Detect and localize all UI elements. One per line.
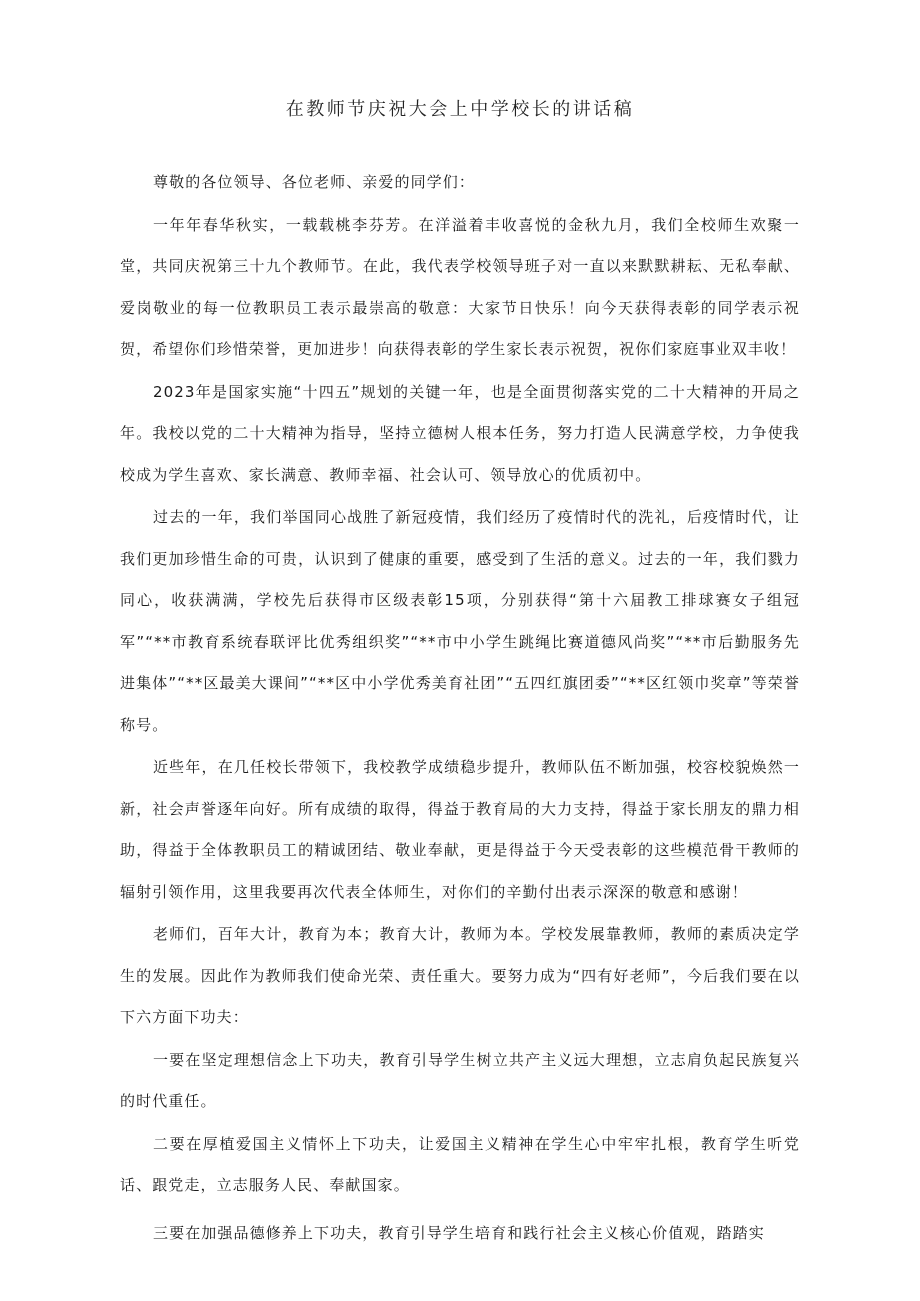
document-body (120, 162, 800, 1255)
paragraph-point-two: 二要在厚植爱国主义情怀上下功夫，让爱国主义精神在学生心中牢牢扎根，教育学生听党话、跟党走，立志服务人民、奉献国家。 (120, 1134, 800, 1194)
paragraph-2023: 2023年是国家实施“十四五”规划的关键一年，也是全面贯彻落实党的二十大精神的开局之年。我校以党的二十大精神为指导，坚持立德树人根本任务，努力打造人民满意学校，力争使我校成为学生喜欢、家长满意、教师幸福、社会认可、领导放心的优质初中。 (120, 382, 800, 484)
paragraph-salutation: 尊敬的各位领导、各位老师、亲爱的同学们： (153, 173, 476, 191)
paragraph-achievements: 近些年，在几任校长带领下，我校教学成绩稳步提升，教师队伍不断加强，校容校貌焕然一新，社会声誉逐年向好。所有成绩的取得，得益于教育局的大力支持，得益于家长朋友的鼎力相助，得益于全体教职员工的精诚团结、敬业奉献，更是得益于今天受表彰的这些模范骨干教师的辐射引领作用，这里我要再次代表全体师生，对你们的辛勤付出表示深深的敬意和感谢！ (120, 758, 800, 901)
paragraph-teachers: 老师们，百年大计，教育为本；教育大计，教师为本。学校发展靠教师，教师的素质决定学生的发展。因此作为教师我们使命光荣、责任重大。要努力成为“四有好老师”，今后我们要在以下六方面下功夫： (120, 925, 800, 1026)
document-title: 在教师节庆祝大会上中学校长的讲话稿 (285, 99, 635, 120)
paragraph-past-year: 过去的一年，我们举国同心战胜了新冠疫情，我们经历了疫情时代的洗礼，后疫情时代，让我们更加珍惜生命的可贵，认识到了健康的重要，感受到了生活的意义。过去的一年，我们戮力同心，收获满满，学校先后获得市区级表彰15项，分别获得“第十六届教工排球赛女子组冠军”“**市教育系统春联评比优秀组织奖”“**市中小学生跳绳比赛道德风尚奖”“**市后勤服务先进集体”“**区最美大课间”“**区中小学优秀美育社团”“五四红旗团委”“**区红领巾奖章”等荣誉称号。 (120, 508, 800, 734)
paragraph-point-one: 一要在坚定理想信念上下功夫，教育引导学生树立共产主义远大理想，立志肩负起民族复兴的时代重任。 (120, 1050, 800, 1110)
paragraph-point-three: 三要在加强品德修养上下功夫，教育引导学生培育和践行社会主义核心价值观，踏踏实 (153, 1223, 765, 1242)
paragraph-opening: 一年年春华秋实，一载载桃李芬芳。在洋溢着丰收喜悦的金秋九月，我们全校师生欢聚一堂，共同庆祝第三十九个教师节。在此，我代表学校领导班子对一直以来默默耕耘、无私奉献、爱岗敬业的每一位教职员工表示最崇高的敬意：大家节日快乐！向今天获得表彰的同学表示祝贺，希望你们珍惜荣誉，更加进步！向获得表彰的学生家长表示祝贺，祝你们家庭事业双丰收！ (120, 215, 800, 358)
